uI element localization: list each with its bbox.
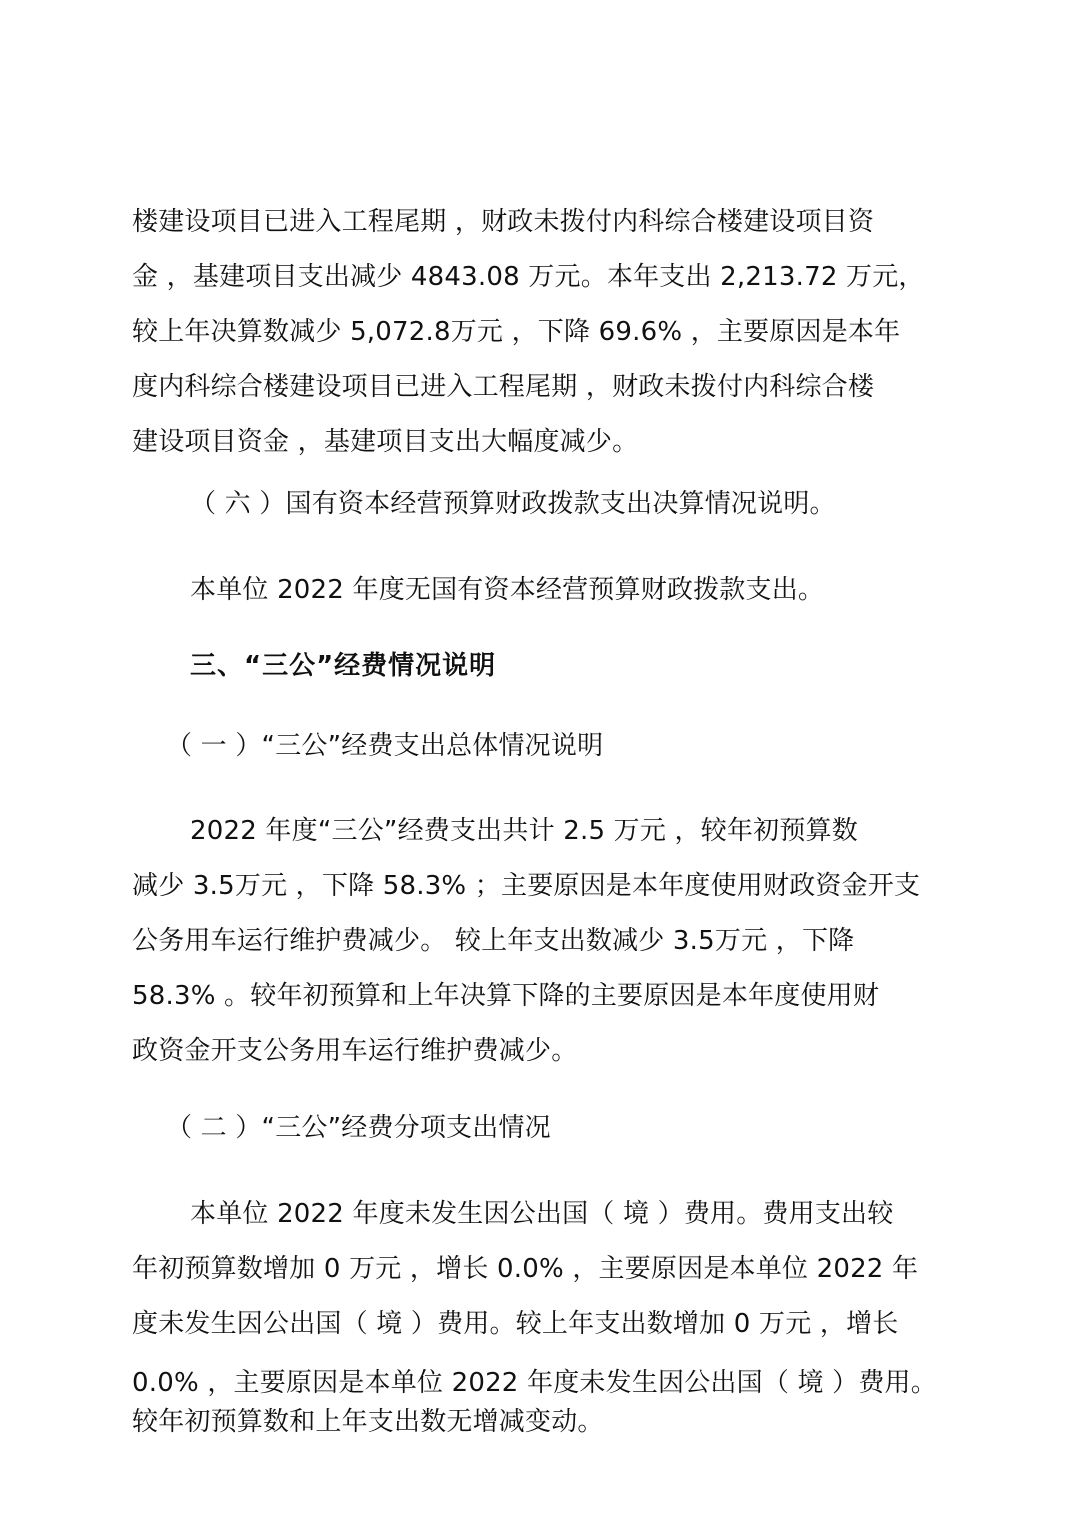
part-3-sub-2-body	[132, 1187, 952, 1450]
paragraph-line: 度内科综合楼建设项目已进入工程尾期 ，财政未拨付内科综合楼	[132, 372, 875, 402]
paragraph-line: 2022 年度“三公”经费支出共计 2.5 万元 ，较年初预算数	[190, 816, 858, 846]
section-6-heading-block	[132, 477, 952, 532]
paragraph-line: 金 ，基建项目支出减少 4843.08 万元。本年支出 2,213.72 万元，	[132, 262, 925, 292]
section-6-body: 本单位 2022 年度无国有资本经营预算财政拨款支出。	[190, 575, 825, 605]
paragraph-infrastructure-spending	[132, 195, 952, 470]
part-3-heading: 三、“三公”经费情况说明	[190, 651, 497, 681]
part-3-sub-1-heading: （ 一 ）“三公”经费支出总体情况说明	[166, 731, 604, 761]
section-6-heading: （ 六 ）国有资本经营预算财政拨款支出决算情况说明。	[190, 489, 836, 519]
paragraph-line: 较上年决算数减少 5,072.8万元 ，下降 69.6% ，主要原因是本年	[132, 317, 901, 347]
paragraph-line: 减少 3.5万元 ，下降 58.3% ；主要原因是本年度使用财政资金开支	[132, 871, 921, 901]
paragraph-line: 较年初预算数和上年支出数无增减变动。	[132, 1407, 604, 1437]
paragraph-line: 58.3% 。较年初预算和上年决算下降的主要原因是本年度使用财	[132, 981, 880, 1011]
part-3-heading-block	[132, 639, 952, 694]
part-3-sub-1-body	[132, 804, 952, 1079]
paragraph-line: 年初预算数增加 0 万元 ，增长 0.0% ，主要原因是本单位 2022 年	[132, 1254, 919, 1284]
paragraph-line: 建设项目资金 ，基建项目支出大幅度减少。	[132, 427, 639, 457]
paragraph-line: 0.0% ，主要原因是本单位 2022 年度未发生因公出国（ 境 ）费用。	[132, 1368, 937, 1398]
part-3-sub-2-heading-block	[132, 1101, 952, 1156]
paragraph-line: 本单位 2022 年度未发生因公出国（ 境 ）费用。费用支出较	[190, 1199, 894, 1229]
paragraph-line: 政资金开支公务用车运行维护费减少。	[132, 1036, 578, 1066]
part-3-sub-1-heading-block	[132, 719, 952, 774]
section-6-body-block	[132, 563, 952, 618]
paragraph-line: 公务用车运行维护费减少。 较上年支出数减少 3.5万元 ，下降	[132, 926, 855, 956]
part-3-sub-2-heading: （ 二 ）“三公”经费分项支出情况	[166, 1113, 551, 1143]
paragraph-line: 楼建设项目已进入工程尾期 ，财政未拨付内科综合楼建设项目资	[132, 207, 875, 237]
paragraph-line: 度未发生因公出国（ 境 ）费用。较上年支出数增加 0 万元 ，增长	[132, 1309, 899, 1339]
